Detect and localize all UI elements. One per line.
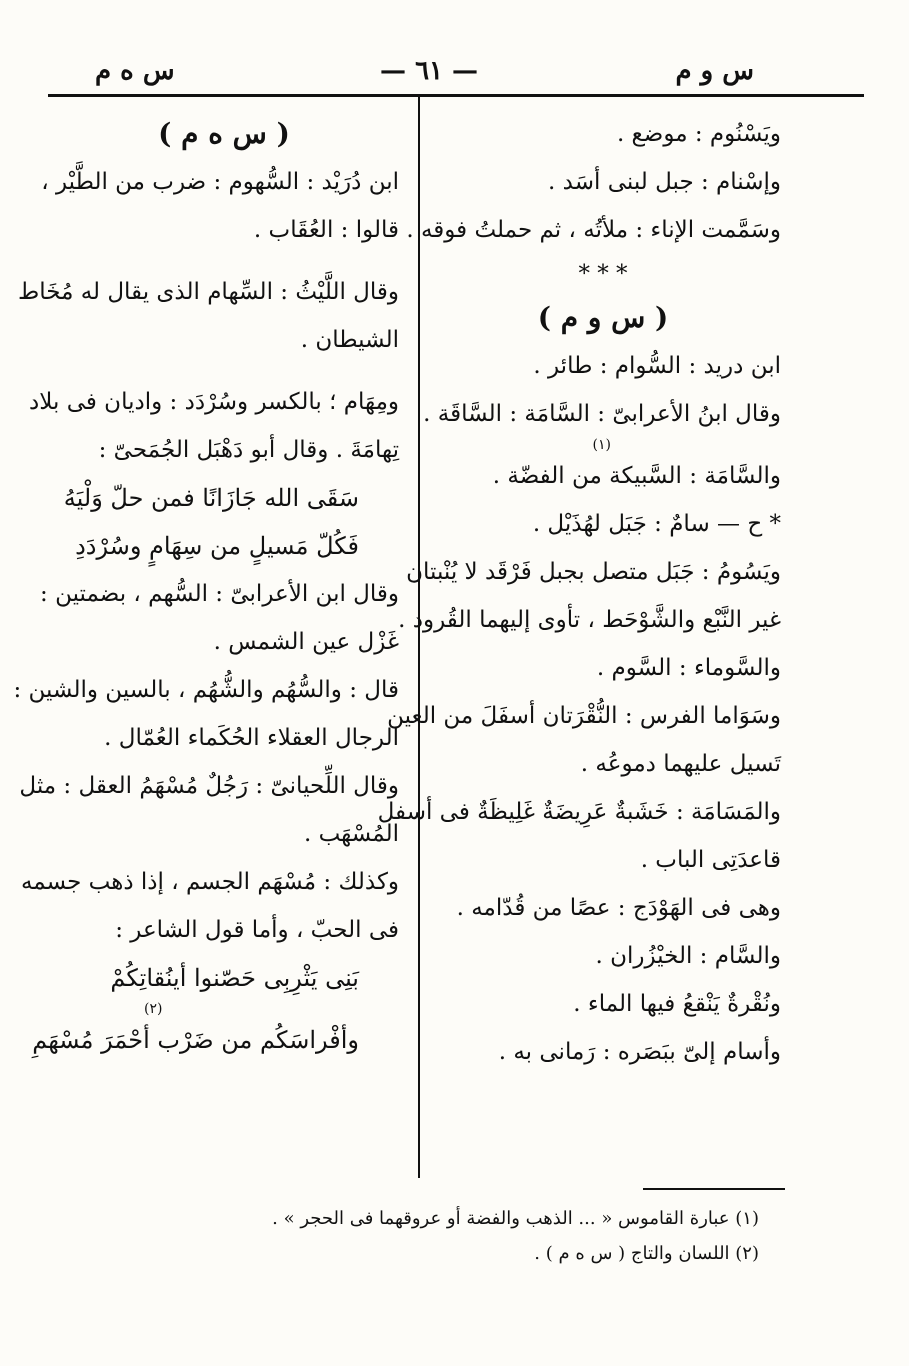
verse-line: وأفْراسَكُم من ضَرْب أحْمَرَ مُسْهَمِ [32, 1026, 359, 1054]
header-root-right: س و م [675, 56, 754, 86]
text-line: ومِهَام ؛ بالكسر وسُرْدَد : واديان فى بلاد [29, 389, 399, 415]
text-line: والسَّام : الخيْزُران . [595, 943, 781, 969]
text-line: وقال ابنُ الأعرابىّ : السَّامَة : السَّاقَة . [423, 401, 781, 427]
header-rule [48, 94, 864, 97]
header-root-left: س ه م [95, 56, 175, 86]
text-line: وأسام إلىّ ببَصَره : رَمانى به . [498, 1039, 781, 1065]
left-column [13, 110, 399, 1064]
footnote-marker: (١) [592, 437, 611, 453]
footnote-2: (٢) اللسان والتاج ( س ه م ) . [534, 1243, 759, 1264]
text-line: تَسيل عليهما دموعُه . [580, 751, 781, 777]
text-line: وكذلك : مُسْهَم الجسم ، إذا ذهب جسمه [20, 869, 399, 895]
section-heading: ( س ه م ) [158, 117, 290, 150]
text-line: غَزْل عين الشمس . [213, 629, 399, 655]
right-column [377, 110, 781, 1076]
text-line: وإسْنام : جبل لبنى أسَد . [548, 169, 781, 195]
text-line: ابن دُرَيْد : السُّهوم : ضرب من الطَّيْر ، [41, 169, 399, 195]
verse-line: فَكُلّ مَسيلٍ من سِهَامٍ وسُرْدَدِ [75, 532, 359, 560]
text-line: قال : والسُّهُم والشُّهُم ، بالسين والشين : [13, 677, 399, 703]
text-line: وهى فى الهَوْدَج : عصًا من قُدّامه . [456, 895, 781, 921]
text-line: قاعدَتِى الباب . [640, 847, 781, 873]
text-line: وسَوَاما الفرس : النُّقْرَتان أسفَلَ من العين [387, 703, 781, 729]
text-line: ويَسْنُوم : موضع . [616, 121, 781, 147]
text-line: ونُقْرةٌ يَنْقعُ فيها الماء . [573, 991, 781, 1017]
text-line: تِهامَةَ . وقال أبو دَهْبَل الجُمَحىّ : [98, 437, 399, 463]
text-line: وقال ابن الأعرابىّ : السُّهم ، بضمتين : [40, 581, 399, 607]
text-line: المُسْهَب . [303, 821, 399, 847]
text-line: فى الحبّ ، وأما قول الشاعر : [115, 917, 399, 943]
section-separator: * * * [578, 261, 628, 287]
text-line: غير النَّبْع والشَّوْحَط ، تأوى إليهما القُرود . [398, 607, 781, 633]
text-line: ابن دريد : السُّوام : طائر . [533, 353, 781, 379]
verse-line: سَقَى الله جَازَانًا فمن حلّ وَلْيَهُ [63, 484, 359, 512]
footnote-1: (١) عبارة القاموس « ... الذهب والفضة أو عروقهما فى الحجر » . [272, 1208, 759, 1229]
text-line: ويَسُومُ : جَبَل متصل بجبل فَرْقَد لا يُنْبتان [406, 559, 781, 585]
text-line: الشيطان . [300, 327, 399, 353]
text-line: والسَّامَة : السَّبيكة من الفضّة . [492, 463, 781, 489]
text-line: وسَمَّمت الإناء : ملأتُه ، ثم حملتُ فوقه . [406, 217, 781, 243]
footnote-rule [643, 1188, 785, 1190]
text-line: والسَّوماء : السَّوم . [596, 655, 781, 681]
text-line: * ح — سامٌ : جَبَل لهُذَيْل . [532, 511, 781, 537]
footnote-marker: (٢) [144, 1001, 163, 1017]
text-line: والمَسَامَة : خَشَبةٌ عَرِيضَةٌ غَلِيظَةٌ فى أسفل [377, 799, 781, 825]
verse-line: بَنِى يَثْرِبِى حَصّنوا أينُقاتِكُمْ [110, 964, 359, 992]
text-line: الرجال العقلاء الحُكَماء العُمّال . [104, 725, 399, 751]
section-heading: ( س و م ) [537, 301, 669, 334]
text-line: قالوا : العُقَاب . [253, 217, 399, 243]
text-line: وقال اللِّحيانىّ : رَجُلٌ مُسْهَمُ العقل : مثل [19, 773, 399, 799]
text-line: وقال اللَّيْثُ : السِّهام الذى يقال له مُخَاط [17, 279, 399, 305]
page-number: — ٦١ — [380, 56, 479, 86]
